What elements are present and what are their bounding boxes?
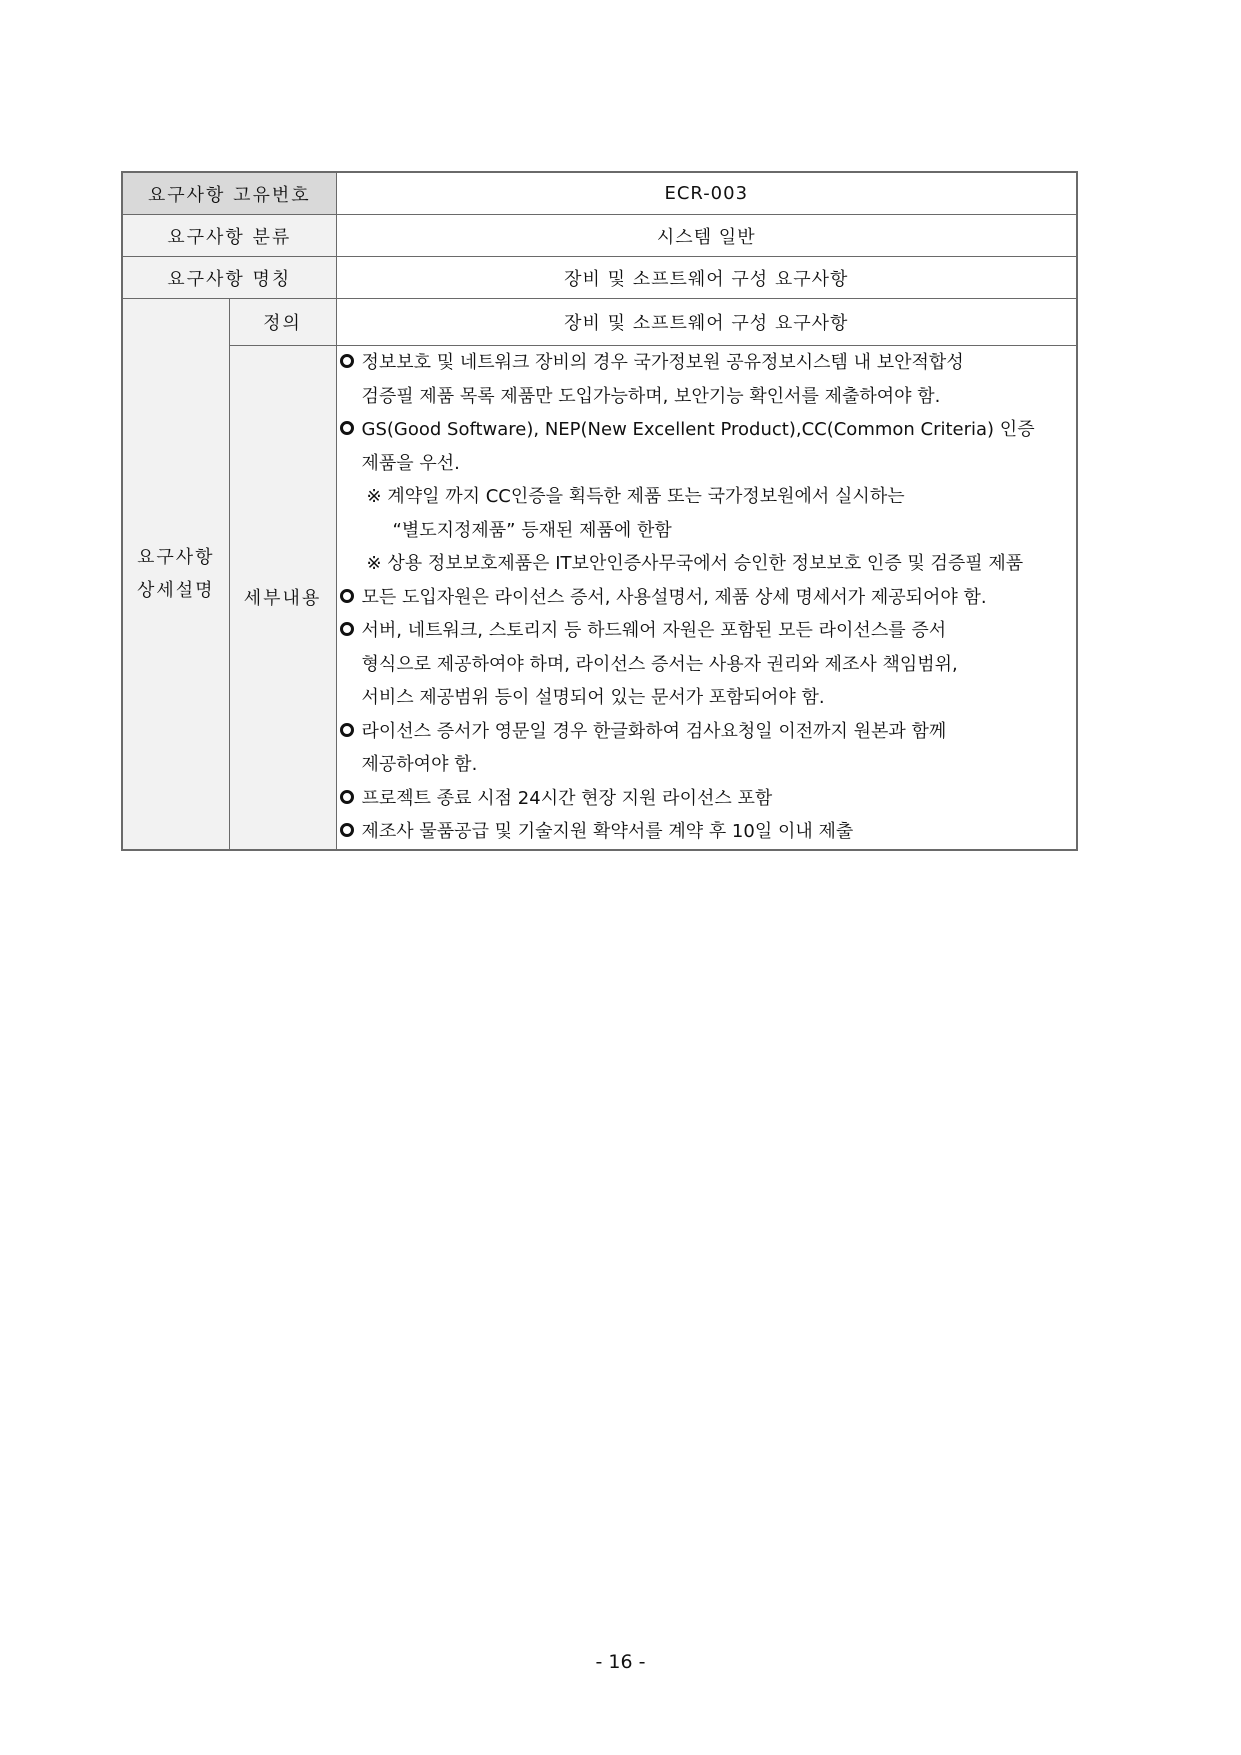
circle-bullet-icon [340,589,354,603]
name-label: 요구사항 명칭 [122,257,336,299]
item-line: GS(Good Software), NEP(New Excellent Product),CC(Common Criteria) 인증 [361,419,1035,440]
item-line: 라이선스 증서가 영문일 경우 한글화하여 검사요청일 이전까지 원본과 함께 [361,720,947,742]
item-line: 제공하여야 함. [361,754,478,775]
circle-bullet-icon [340,354,354,368]
detail-section-label [122,299,229,850]
item-line: 서비스 제공범위 등이 설명되어 있는 문서가 포함되어야 함. [361,687,825,708]
circle-bullet-icon [340,823,354,837]
category-label: 요구사항 분류 [122,215,336,257]
id-value: ECR-003 [336,172,1077,215]
item-line: 형식으로 제공하여야 하며, 라이선스 증서는 사용자 권리와 제조사 책임범위, [361,653,958,675]
name-value: 장비 및 소프트웨어 구성 요구사항 [336,257,1077,299]
detail-content [336,346,1077,850]
page-number: - 16 - [595,1651,646,1673]
circle-bullet-icon [340,622,354,636]
detail-item [337,346,1077,413]
id-label: 요구사항 고유번호 [122,172,336,215]
item-line: 모든 도입자원은 라이선스 증서, 사용설명서, 제품 상세 명세서가 제공되어야 함. [361,586,987,608]
circle-bullet-icon [340,723,354,737]
circle-bullet-icon [340,421,354,435]
circle-bullet-icon [340,790,354,804]
detail-item [337,715,1077,782]
detail-item [337,413,1077,480]
item-line: 서버, 네트워크, 스토리지 등 하드웨어 자원은 포함된 모든 라이선스를 증서 [361,620,947,641]
item-line: 제품을 우선. [361,452,460,474]
note-line: ※ 상용 정보보호제품은 IT보안인증사무국에서 승인한 정보보호 인증 및 검증필 제품 [366,553,1024,574]
item-line: 정보보호 및 네트워크 장비의 경우 국가정보원 공유정보시스템 내 보안적합성 [361,352,964,373]
item-line: 검증필 제품 목록 제품만 도입가능하며, 보안기능 확인서를 제출하여야 함. [361,385,941,407]
detail-item [337,614,1077,715]
item-line: 프로젝트 종료 시점 24시간 현장 지원 라이선스 포함 [361,787,773,809]
requirement-table [121,171,1078,851]
note-line: “별도지정제품” 등재된 제품에 한함 [392,519,672,541]
detail-item [337,815,1077,849]
definition-value: 장비 및 소프트웨어 구성 요구사항 [336,299,1077,346]
detail-item [337,782,1077,816]
note-line: ※ 계약일 까지 CC인증을 획득한 제품 또는 국가정보원에서 실시하는 [366,486,905,507]
section-label-line2: 상세설명 [136,579,215,601]
section-label-line1: 요구사항 [136,546,215,568]
detail-item [337,581,1077,615]
category-value: 시스템 일반 [336,215,1077,257]
definition-label: 정의 [229,299,336,346]
detail-label: 세부내용 [229,346,336,850]
item-line: 제조사 물품공급 및 기술지원 확약서를 계약 후 10일 이내 제출 [361,821,854,842]
